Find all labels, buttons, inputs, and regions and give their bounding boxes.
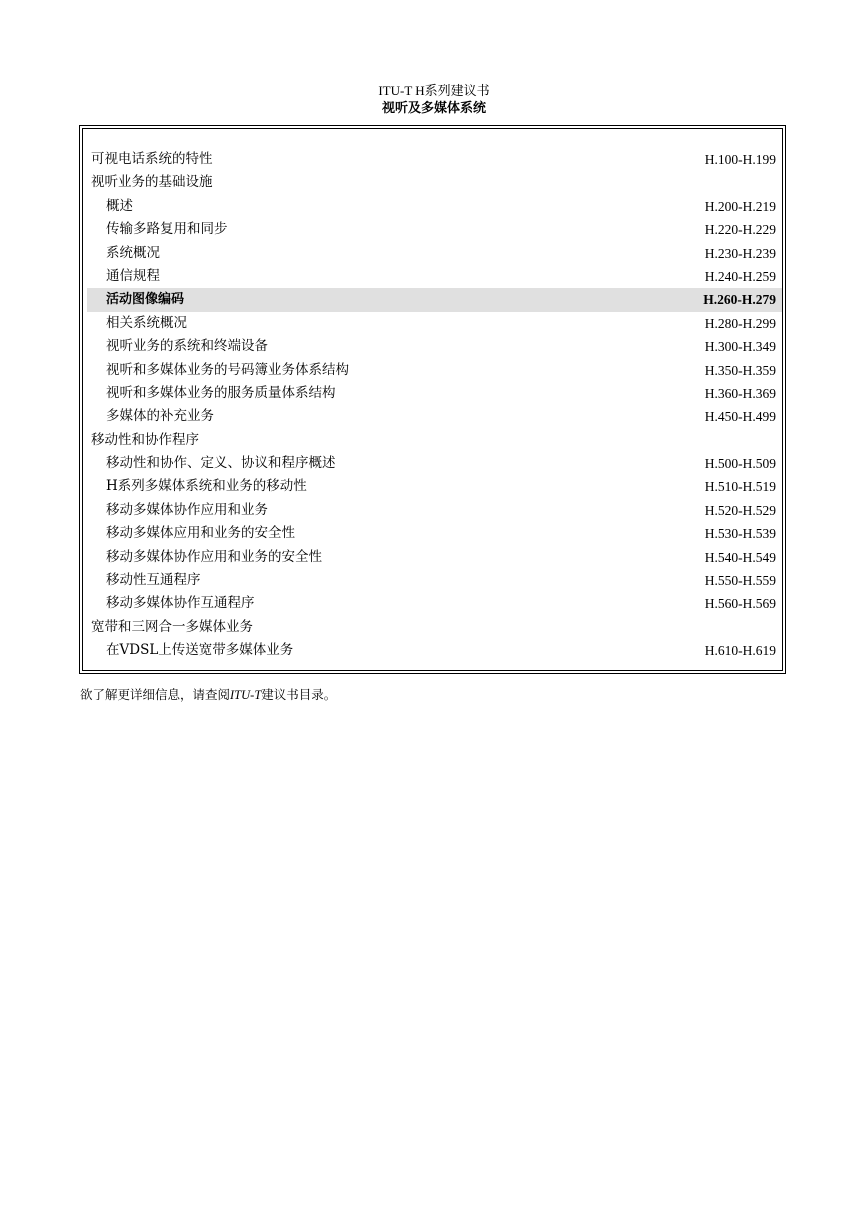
row-range: H.360-H.369 [704, 385, 776, 401]
row-title: 系统概况 [106, 244, 160, 261]
recommendations-table [87, 148, 782, 663]
row-title: 移动多媒体协作应用和业务 [106, 501, 268, 518]
row-title: 移动多媒体协作互通程序 [106, 595, 255, 612]
table-row [87, 382, 782, 405]
table-row [87, 429, 782, 452]
row-title: 移动多媒体应用和业务的安全性 [106, 525, 295, 542]
row-range: H.350-H.359 [704, 362, 776, 378]
row-range: H.240-H.259 [704, 268, 776, 284]
table-row [87, 359, 782, 382]
row-range: H.560-H.569 [704, 596, 776, 612]
table-row [87, 335, 782, 358]
row-title: 通信规程 [106, 267, 160, 284]
row-title: 移动性和协作程序 [91, 431, 199, 448]
table-row [87, 592, 782, 615]
row-title: 可视电话系统的特性 [91, 151, 213, 167]
row-range: H.100-H.199 [704, 152, 776, 167]
table-row [87, 616, 782, 639]
table-row [87, 148, 782, 171]
table-row [87, 405, 782, 428]
recommendations-table-inner-border [82, 128, 783, 671]
table-row-highlighted [87, 288, 782, 311]
footnote-emphasis: ITU-T [230, 688, 262, 702]
series-title: ITU-T H系列建议书 [378, 83, 490, 98]
row-title: 概述 [106, 197, 133, 214]
row-title: 视听和多媒体业务的号码簿业务体系结构 [106, 361, 349, 378]
table-row [87, 218, 782, 241]
table-row [87, 171, 782, 194]
row-range: H.260-H.279 [703, 292, 776, 308]
row-title: 传输多路复用和同步 [106, 221, 228, 238]
table-row [87, 475, 782, 498]
table-row [87, 195, 782, 218]
row-range: H.530-H.539 [704, 526, 776, 542]
row-range: H.220-H.229 [704, 222, 776, 238]
table-row [87, 452, 782, 475]
row-range: H.550-H.559 [704, 573, 776, 589]
footnote-text-after: 建议书目录。 [261, 687, 337, 702]
footnote-text-before: 欲了解更详细信息，请查阅 [80, 687, 231, 702]
row-title: 视听业务的基础设施 [91, 174, 213, 191]
row-title: H系列多媒体系统和业务的移动性 [106, 478, 307, 495]
recommendations-table-frame [79, 125, 786, 674]
table-row [87, 312, 782, 335]
row-range: H.300-H.349 [704, 339, 776, 355]
row-title: 多媒体的补充业务 [106, 408, 214, 425]
row-title: 视听和多媒体业务的服务质量体系结构 [106, 384, 336, 401]
row-title: 宽带和三网合一多媒体业务 [91, 618, 253, 635]
document-header [0, 82, 868, 118]
series-subtitle: 视听及多媒体系统 [381, 101, 486, 116]
row-range: H.230-H.239 [704, 245, 776, 261]
table-row [87, 546, 782, 569]
row-title: 移动性和协作、定义、协议和程序概述 [106, 455, 336, 472]
table-row [87, 522, 782, 545]
row-range: H.450-H.499 [704, 409, 776, 425]
table-row [87, 569, 782, 592]
table-row [87, 242, 782, 265]
row-title: 视听业务的系统和终端设备 [106, 338, 268, 355]
table-row [87, 639, 782, 662]
row-range: H.200-H.219 [704, 198, 776, 214]
row-range: H.500-H.509 [704, 456, 776, 472]
row-title: 移动多媒体协作应用和业务的安全性 [106, 548, 322, 565]
row-title: 移动性互通程序 [106, 572, 201, 589]
row-title: 活动图像编码 [106, 292, 185, 308]
footnote [80, 686, 336, 704]
row-range: H.540-H.549 [704, 549, 776, 565]
table-row [87, 265, 782, 288]
row-range: H.520-H.529 [704, 502, 776, 518]
row-range: H.610-H.619 [704, 643, 776, 659]
row-title: 相关系统概况 [106, 314, 187, 331]
row-title: 在VDSL上传送宽带多媒体业务 [106, 642, 294, 659]
row-range: H.510-H.519 [704, 479, 776, 495]
table-row [87, 499, 782, 522]
row-range: H.280-H.299 [704, 315, 776, 331]
